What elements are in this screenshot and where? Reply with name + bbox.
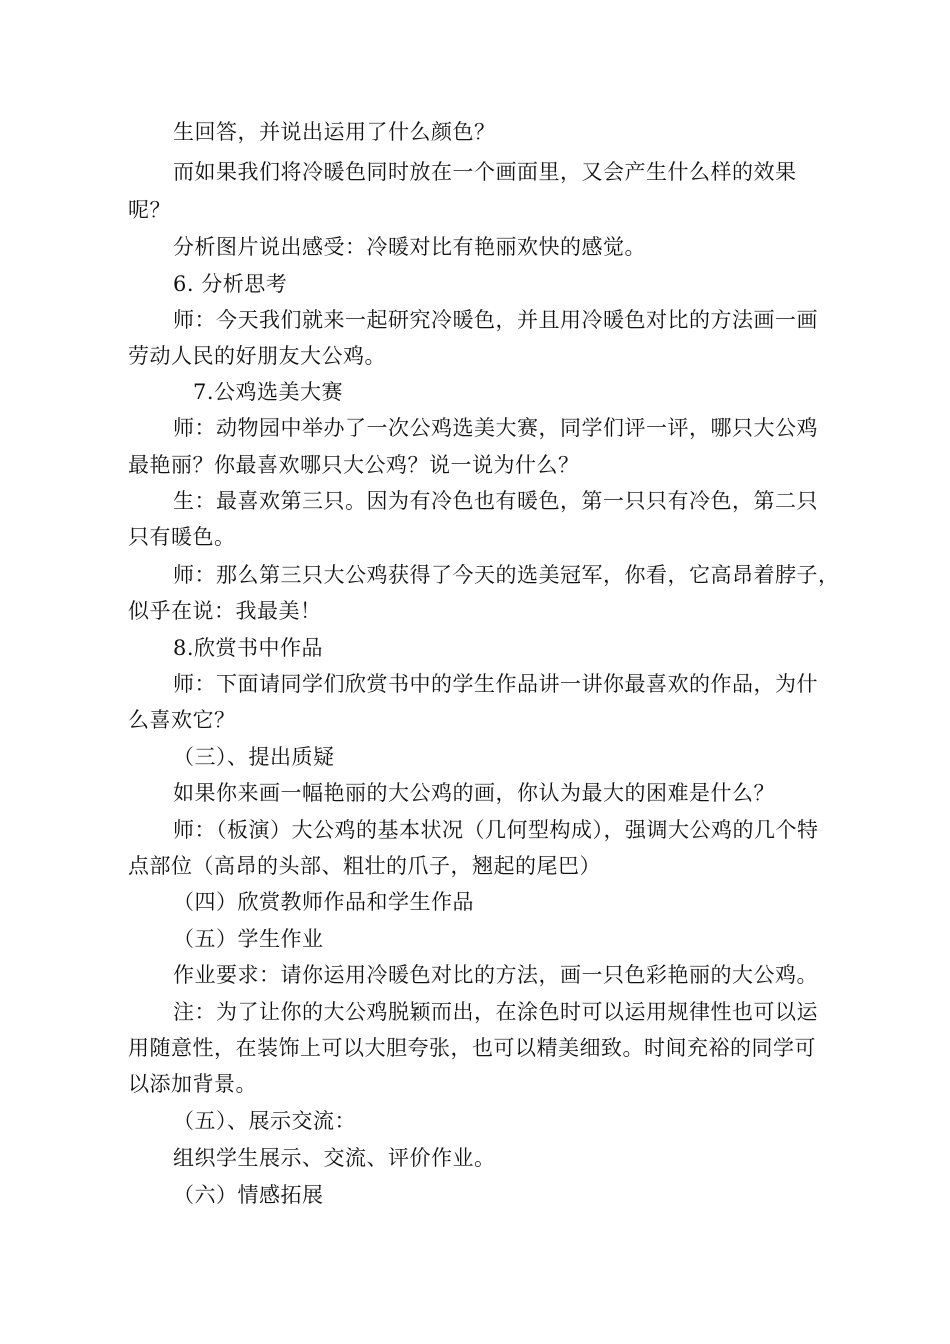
section-heading: 6. 分析思考 [173,272,288,296]
paragraph-line: 注：为了让你的大公鸡脱颖而出，在涂色时可以运用规律性也可以运 [173,1000,818,1024]
section-heading: （三）、提出质疑 [173,745,335,769]
section-heading: （五）、展示交流： [173,1109,356,1133]
paragraph-line: 师：动物园中举办了一次公鸡选美大赛，同学们评一评，哪只大公鸡 [173,416,818,440]
paragraph-line: 生：最喜欢第三只。因为有冷色也有暖色，第一只只有冷色，第二只 [173,489,818,513]
paragraph-line: 生回答，并说出运用了什么颜色？ [173,120,496,144]
paragraph-line: 作业要求：请你运用冷暖色对比的方法，画一只色彩艳丽的大公鸡。 [173,963,818,987]
section-heading: 7.公鸡选美大赛 [193,380,344,404]
paragraph-line: 如果你来画一幅艳丽的大公鸡的画，你认为最大的困难是什么？ [173,781,775,805]
paragraph-line: 分析图片说出感受：冷暖对比有艳丽欢快的感觉。 [173,235,646,259]
paragraph-line: 以添加背景。 [128,1072,257,1096]
paragraph-line: 用随意性，在装饰上可以大胆夸张，也可以精美细致。时间充裕的同学可 [128,1036,816,1060]
section-heading: 8.欣赏书中作品 [173,636,324,660]
paragraph-line: 劳动人民的好朋友大公鸡。 [128,344,386,368]
paragraph-line: 而如果我们将冷暖色同时放在一个画面里，又会产生什么样的效果 [173,160,797,184]
paragraph-line: 似乎在说：我最美！ [128,599,322,623]
paragraph-line: 么喜欢它？ [128,708,236,732]
paragraph-line: 点部位（高昂的头部、粗壮的爪子，翘起的尾巴） [128,854,601,878]
paragraph-line: 师：下面请同学们欣赏书中的学生作品讲一讲你最喜欢的作品，为什 [173,672,818,696]
section-heading: （四）欣赏教师作品和学生作品 [173,890,474,914]
section-heading: （五）学生作业 [173,927,324,951]
paragraph-line: 只有暖色。 [128,525,236,549]
paragraph-line: 师：今天我们就来一起研究冷暖色，并且用冷暖色对比的方法画一画 [173,308,818,332]
section-heading: （六）情感拓展 [173,1183,324,1207]
paragraph-line: 组织学生展示、交流、评价作业。 [173,1146,496,1170]
paragraph-line: 呢？ [128,198,171,222]
paragraph-line: 师：那么第三只大公鸡获得了今天的选美冠军，你看，它高昂着脖子， [173,563,840,587]
paragraph-line: 师：（板演）大公鸡的基本状况（几何型构成），强调大公鸡的几个特 [173,818,819,842]
paragraph-line: 最艳丽？你最喜欢哪只大公鸡？说一说为什么？ [128,453,580,477]
